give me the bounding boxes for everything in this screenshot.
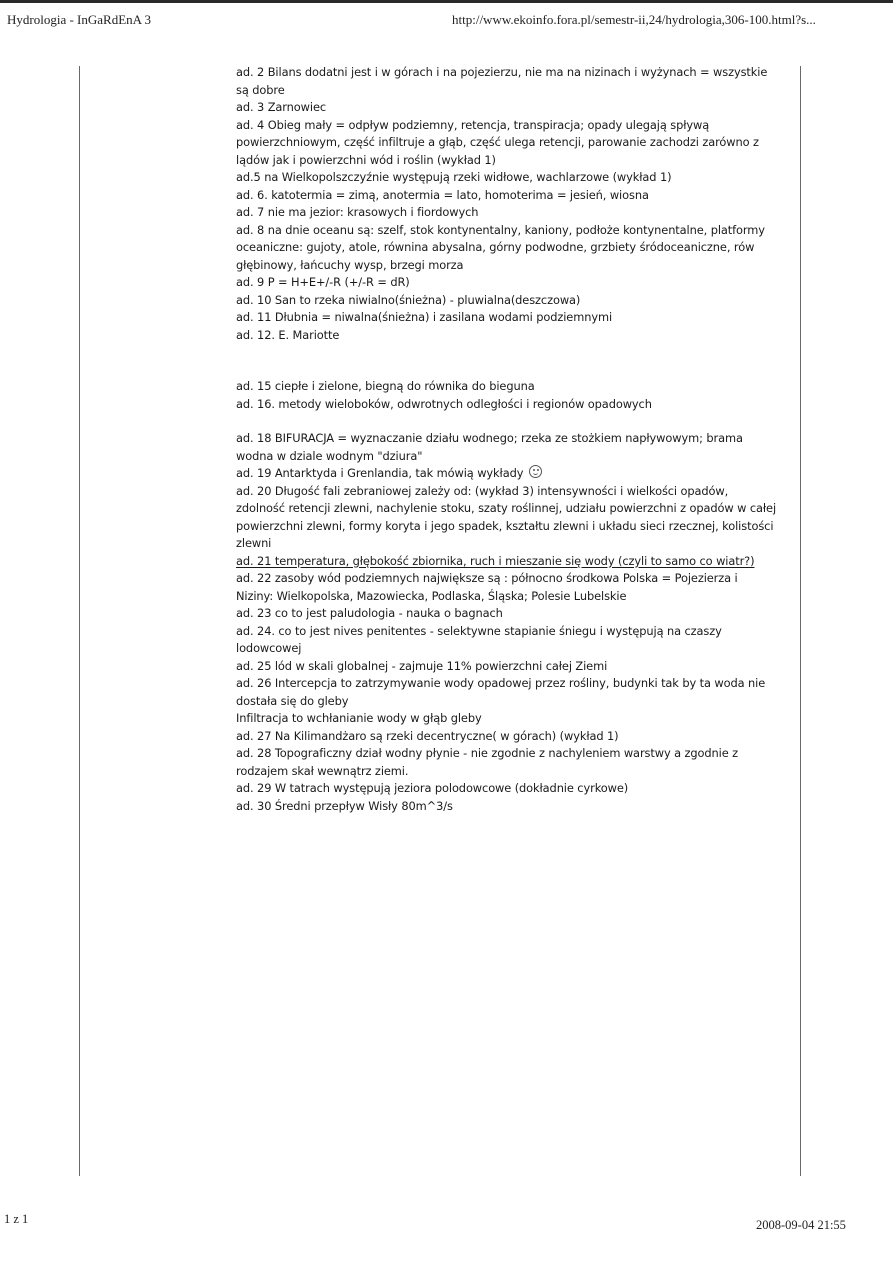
answer-line: ad. 27 Na Kilimandżaro są rzeki decentryczne( w górach) (wykład 1) (236, 728, 619, 743)
blank-gap (236, 344, 790, 378)
post-content (236, 64, 790, 815)
answer-line: są dobre (236, 82, 285, 97)
answer-line: ad. 2 Bilans dodatni jest i w górach i na pojezierzu, nie ma na nizinach i wyżynach = wszystkie (236, 65, 768, 79)
answer-line: Niziny: Wielkopolska, Mazowiecka, Podlaska, Śląska; Polesie Lubelskie (236, 588, 627, 603)
answer-line: oceaniczne: gujoty, atole, równina abysalna, górny podwodne, grzbiety śródoceaniczne, rów (236, 240, 755, 254)
answer-line: ad. 23 co to jest paludologia - nauka o bagnach (236, 606, 503, 620)
answer-line: rodzajem skał wewnątrz ziemi. (236, 763, 409, 778)
answer-line: dostała się do gleby (236, 693, 349, 708)
answer-line: lodowcowej (236, 641, 302, 655)
answer-line: zlewni (236, 536, 272, 550)
answer-line: ad. 15 ciepłe i zielone, biegną do równika do bieguna (236, 379, 535, 393)
answer-line-underlined: ad. 21 temperatura, głębokość zbiornika, ruch i mieszanie się wody (czyli to samo co wiatr?) (236, 553, 755, 568)
page-frame-left (79, 66, 80, 1176)
answer-line: ad. 22 zasoby wód podziemnych największe są : północno środkowa Polska = Pojezierza i (236, 571, 738, 585)
answer-line: ad. 18 BIFURACJA = wyznaczanie działu wodnego; rzeka ze stożkiem napływowym; brama (236, 431, 743, 445)
print-footer-datetime: 2008-09-04 21:55 (756, 1218, 846, 1232)
answer-line: ad. 12. E. Mariotte (236, 327, 340, 342)
answer-line: ad. 16. metody wieloboków, odwrotnych odległości i regionów opadowych (236, 396, 652, 411)
answer-line: ad.5 na Wielkopolszczyźnie występują rzeki widłowe, wachlarzowe (wykład 1) (236, 170, 672, 184)
answer-line: ad. 30 Średni przepływ Wisły 80m^3/s (236, 798, 453, 813)
answer-line: ad. 25 lód w skali globalnej - zajmuje 11% powierzchni całej Ziemi (236, 658, 608, 673)
answer-line-with-emoticon (236, 465, 790, 483)
answer-line: powierzchniowym, część infiltruje a głąb, część ulega retencji, parowanie zachodzi zarówno z (236, 135, 759, 149)
answer-line: Infiltracja to wchłanianie wody w głąb gleby (236, 711, 482, 725)
answer-line: ad. 11 Dłubnia = niwalna(śnieżna) i zasilana wodami podziemnymi (236, 310, 613, 324)
print-header-title: Hydrologia - InGaRdEnA 3 (7, 12, 152, 27)
print-header-url: http://www.ekoinfo.fora.pl/semestr-ii,24/hydrologia,306-100.html?s... (452, 12, 816, 27)
answer-line: zdolność retencji zlewni, nachylenie stoku, szaty roślinnej, udziału powierzchni z opadów w całej (236, 501, 777, 515)
answer-line: ad. 8 na dnie oceanu są: szelf, stok kontynentalny, kaniony, podłoże kontynentalne, platformy (236, 222, 765, 237)
answer-line: ad. 28 Topograficzny dział wodny płynie - nie zgodnie z nachyleniem warstwy a zgodnie z (236, 746, 739, 760)
answer-line: głębinowy, łańcuchy wysp, brzegi morza (236, 257, 464, 272)
print-footer-page-number: 1 z 1 (4, 1212, 29, 1226)
page-frame-right (800, 66, 801, 1176)
answer-line: ad. 4 Obieg mały = odpływ podziemny, retencja, transpiracja; opady ulegają spływą (236, 117, 710, 132)
smiley-icon (529, 465, 542, 478)
answer-line: ad. 29 W tatrach występują jeziora polodowcowe (dokładnie cyrkowe) (236, 781, 629, 795)
answer-line: lądów jak i powierzchni wód i roślin (wykład 1) (236, 152, 496, 167)
answer-line: ad. 24. co to jest nives penitentes - selektywne stapianie śniegu i występują na czaszy (236, 623, 722, 638)
answer-line: ad. 3 Zarnowiec (236, 100, 327, 114)
answer-line: ad. 6. katotermia = zimą, anotermia = lato, homoterima = jesień, wiosna (236, 187, 649, 202)
top-border (0, 0, 893, 3)
answer-line: ad. 9 P = H+E+/-R (+/-R = dR) (236, 275, 410, 289)
answer-line: ad. 7 nie ma jezior: krasowych i fiordowych (236, 205, 479, 219)
answer-line: wodna w dziale wodnym "dziura" (236, 448, 423, 463)
answer-line: ad. 10 San to rzeka niwialno(śnieżna) - pluwialna(deszczowa) (236, 292, 581, 307)
blank-gap (236, 413, 790, 430)
answer-line: powierzchni zlewni, formy koryta i jego spadek, kształtu zlewni i układu sieci rzecznej, kolistości (236, 518, 774, 533)
answer-text: ad. 19 Antarktyda i Grenlandia, tak mówią wykłady (236, 466, 524, 480)
answer-line: ad. 26 Intercepcja to zatrzymywanie wody opadowej przez rośliny, budynki tak by ta woda nie (236, 676, 766, 690)
answer-line: ad. 20 Długość fali zebraniowej zależy od: (wykład 3) intensywności i wielkości opadów, (236, 483, 729, 498)
